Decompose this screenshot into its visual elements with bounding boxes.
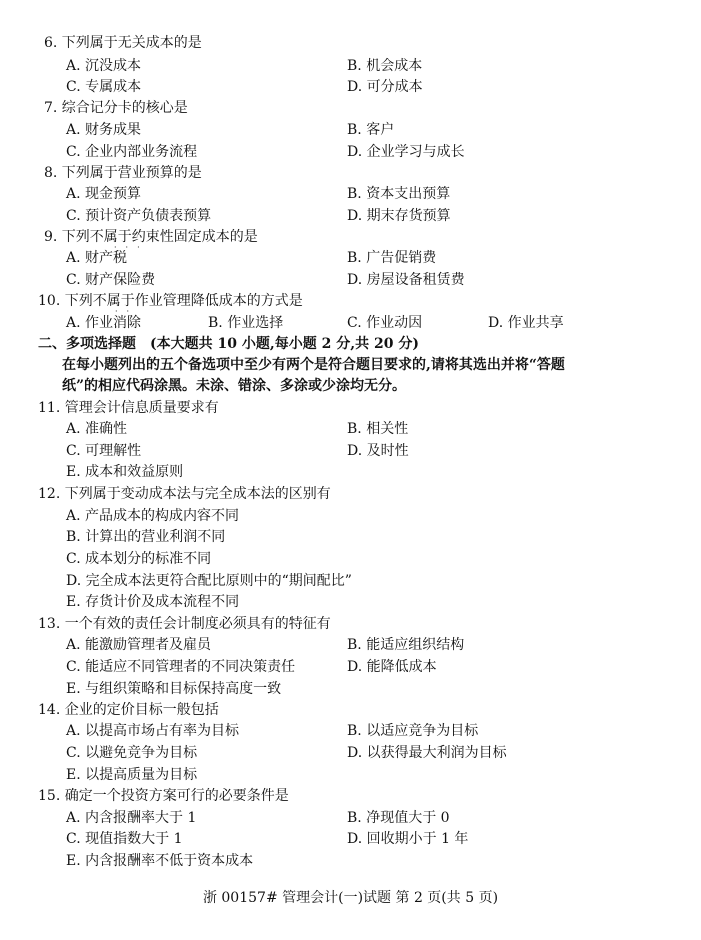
question-6-option-b: B. 机会成本	[347, 58, 423, 74]
question-8-option-b: B. 资本支出预算	[347, 186, 451, 202]
question-15-option-a: A. 内含报酬率大于 1	[66, 810, 197, 826]
question-10-stem: 10. 下列不属于作业管理降低成本的方式是	[38, 293, 303, 309]
page-footer: 浙 00157# 管理会计(一)试题 第 2 页(共 5 页)	[202, 890, 499, 906]
question-7-option-b: B. 客户	[347, 122, 395, 138]
question-12-option-c: C. 成本划分的标准不同	[66, 551, 212, 567]
question-10-option-a: A. 作业消除	[66, 315, 142, 331]
question-11-option-e: E. 成本和效益原则	[66, 464, 184, 480]
section-instructions-line-1: 在每小题列出的五个备选项中至少有两个是符合题目要求的,请将其选出并将“答题	[62, 357, 565, 373]
question-9-stem: 9. 下列不属于约束性固定成本的是	[44, 229, 258, 245]
question-8-option-c: C. 预计资产负债表预算	[66, 208, 212, 224]
section-instructions-line-2: 纸”的相应代码涂黑。未涂、错涂、多涂或少涂均无分。	[62, 378, 407, 394]
question-14-option-c: C. 以避免竞争为目标	[66, 745, 198, 761]
question-13-option-b: B. 能适应组织结构	[347, 637, 465, 653]
question-10-option-b: B. 作业选择	[208, 315, 284, 331]
question-9-option-c: C. 财产保险费	[66, 272, 156, 288]
question-12-stem: 12. 下列属于变动成本法与完全成本法的区别有	[38, 486, 331, 502]
question-9-option-d: D. 房屋设备租赁费	[347, 272, 465, 288]
question-15-stem: 15. 确定一个投资方案可行的必要条件是	[38, 788, 289, 804]
question-15-option-c: C. 现值指数大于 1	[66, 831, 183, 847]
section-heading: 二、多项选择题 (本大题共 10 小题,每小题 2 分,共 20 分)	[38, 336, 419, 352]
question-11-stem: 11. 管理会计信息质量要求有	[38, 400, 219, 416]
question-14-option-b: B. 以适应竞争为目标	[347, 723, 479, 739]
question-11-option-a: A. 准确性	[66, 421, 128, 437]
question-14-option-d: D. 以获得最大利润为目标	[347, 745, 507, 761]
question-15-option-b: B. 净现值大于 0	[347, 810, 450, 826]
question-9-option-a: A. 财产税	[66, 250, 128, 266]
question-12-option-d: D. 完全成本法更符合配比原则中的“期间配比”	[66, 573, 352, 589]
question-6-stem: 6. 下列属于无关成本的是	[44, 35, 202, 51]
question-8-option-d: D. 期末存货预算	[347, 208, 451, 224]
question-15-option-e: E. 内含报酬率不低于资本成本	[66, 853, 254, 869]
question-15-option-d: D. 回收期小于 1 年	[347, 831, 469, 847]
question-7-option-a: A. 财务成果	[66, 122, 142, 138]
question-10-option-d: D. 作业共享	[488, 315, 564, 331]
emphasis-dots: ···	[114, 243, 149, 252]
question-13-option-d: D. 能降低成本	[347, 659, 437, 675]
question-12-option-a: A. 产品成本的构成内容不同	[66, 508, 240, 524]
question-7-option-d: D. 企业学习与成长	[347, 144, 465, 160]
question-13-stem: 13. 一个有效的责任会计制度必须具有的特征有	[38, 616, 331, 632]
question-14-option-e: E. 以提高质量为目标	[66, 767, 198, 783]
question-8-option-a: A. 现金预算	[66, 186, 142, 202]
question-9-option-b: B. 广告促销费	[347, 250, 437, 266]
question-6-option-c: C. 专属成本	[66, 79, 142, 95]
question-14-stem: 14. 企业的定价目标一般包括	[38, 702, 219, 718]
emphasis-dots: ··	[115, 307, 139, 316]
question-13-option-a: A. 能激励管理者及雇员	[66, 637, 212, 653]
question-10-option-c: C. 作业动因	[347, 315, 423, 331]
question-13-option-e: E. 与组织策略和目标保持高度一致	[66, 681, 282, 697]
question-13-option-c: C. 能适应不同管理者的不同决策责任	[66, 659, 296, 675]
question-11-option-b: B. 相关性	[347, 421, 409, 437]
question-14-option-a: A. 以提高市场占有率为目标	[66, 723, 240, 739]
question-7-option-c: C. 企业内部业务流程	[66, 144, 198, 160]
question-12-option-e: E. 存货计价及成本流程不同	[66, 594, 240, 610]
question-6-option-a: A. 沉没成本	[66, 58, 142, 74]
question-8-stem: 8. 下列属于营业预算的是	[44, 165, 202, 181]
question-6-option-d: D. 可分成本	[347, 79, 423, 95]
question-12-option-b: B. 计算出的营业利润不同	[66, 529, 226, 545]
question-11-option-d: D. 及时性	[347, 443, 409, 459]
question-7-stem: 7. 综合记分卡的核心是	[44, 100, 188, 116]
question-11-option-c: C. 可理解性	[66, 443, 142, 459]
